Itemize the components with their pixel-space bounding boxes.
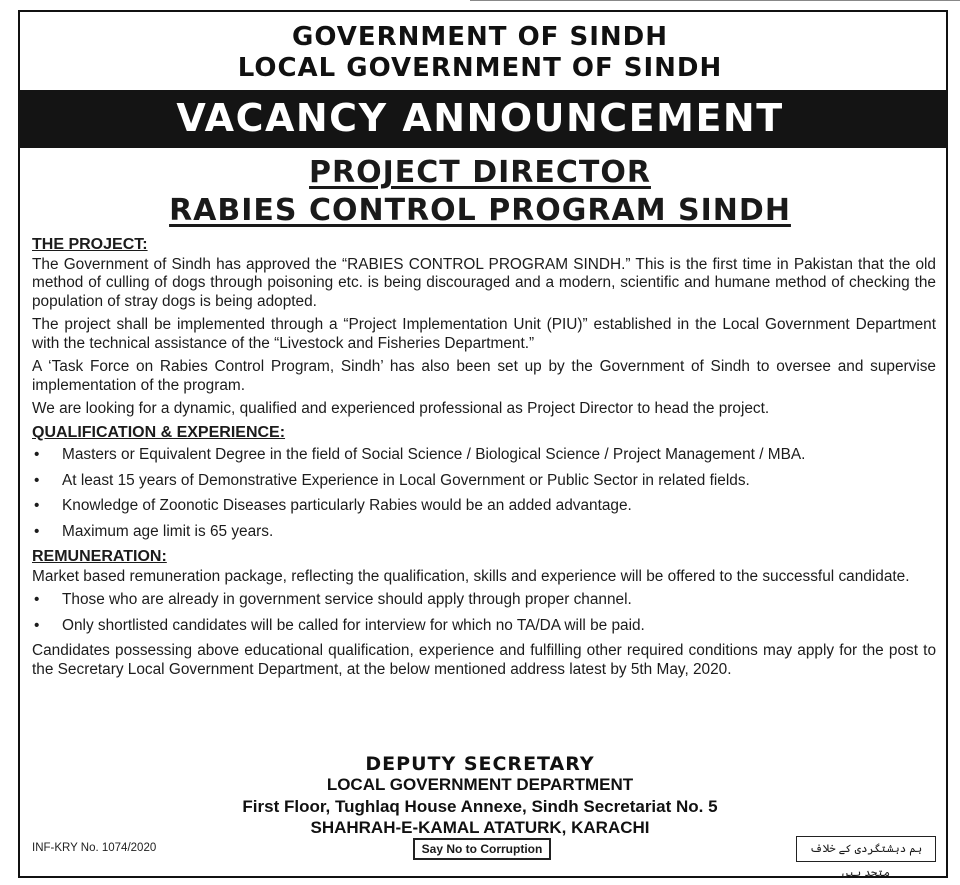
position-title: PROJECT DIRECTOR <box>309 155 651 190</box>
remuneration-heading: REMUNERATION: <box>32 548 167 565</box>
list-item: • Only shortlisted candidates will be called for interview for which no TA/DA will be paid. <box>32 617 936 636</box>
application-instructions: Candidates possessing above educational qualification, experience and fulfilling other required conditions may apply for the post to the Secretary Local Government Department, at the below mentioned address latest by 5th May, 2020. <box>32 642 936 678</box>
top-edge-line <box>470 0 960 1</box>
government-heading: GOVERNMENT OF SINDH <box>291 22 668 52</box>
address-line-2: SHAHRAH-E-KAMAL ATATURK, KARACHI <box>310 818 650 837</box>
signatory-title: DEPUTY SECRETARY <box>365 753 595 775</box>
local-government-heading: LOCAL GOVERNMENT OF SINDH <box>237 53 723 83</box>
reference-number: INF-KRY No. 1074/2020 <box>32 842 157 854</box>
list-item: • Maximum age limit is 65 years. <box>32 523 936 542</box>
urdu-slogan-badge: ہم دہشتگردی کے خلاف متحد ہیں <box>796 836 936 862</box>
qualification-list <box>32 446 936 541</box>
project-paragraph: The Government of Sindh has approved the “RABIES CONTROL PROGRAM SINDH.” This is the first time in Pakistan that the old method of culling of dogs through poisoning etc. is being discouraged and a modern, scientific and humane method of checking the population of stray dogs is being adopted. <box>32 255 936 310</box>
project-paragraph: We are looking for a dynamic, qualified and experienced professional as Project Director to head the project. <box>32 400 770 417</box>
project-heading: THE PROJECT: <box>32 236 148 253</box>
list-item: • Masters or Equivalent Degree in the field of Social Science / Biological Science / Project Management / MBA. <box>32 446 936 465</box>
project-paragraph: The project shall be implemented through a “Project Implementation Unit (PIU)” established in the Local Government Department with the technical assistance of the “Livestock and Fisheries Department.” <box>32 316 936 352</box>
list-item: • Those who are already in government service should apply through proper channel. <box>32 591 936 610</box>
signatory-department: LOCAL GOVERNMENT DEPARTMENT <box>326 775 634 794</box>
announcement-body <box>32 236 936 684</box>
address-line-1: First Floor, Tughlaq House Annexe, Sindh Secretariat No. 5 <box>242 797 718 816</box>
list-item: • Knowledge of Zoonotic Diseases particularly Rabies would be an added advantage. <box>32 497 936 516</box>
announcement-banner-text: VACANCY ANNOUNCEMENT <box>176 96 784 140</box>
program-title: RABIES CONTROL PROGRAM SINDH <box>169 193 791 228</box>
list-item: • At least 15 years of Demonstrative Experience in Local Government or Public Sector in related fields. <box>32 472 936 491</box>
remuneration-list <box>32 591 936 635</box>
qualification-heading: QUALIFICATION & EXPERIENCE: <box>32 423 286 441</box>
anti-corruption-badge: Say No to Corruption <box>413 838 551 860</box>
project-paragraph: A ‘Task Force on Rabies Control Program, Sindh’ has also been set up by the Government of Sindh to oversee and supervise implementation of the program. <box>32 358 936 394</box>
remuneration-intro: Market based remuneration package, reflecting the qualification, skills and experience will be offered to the successful candidate. <box>32 567 910 585</box>
